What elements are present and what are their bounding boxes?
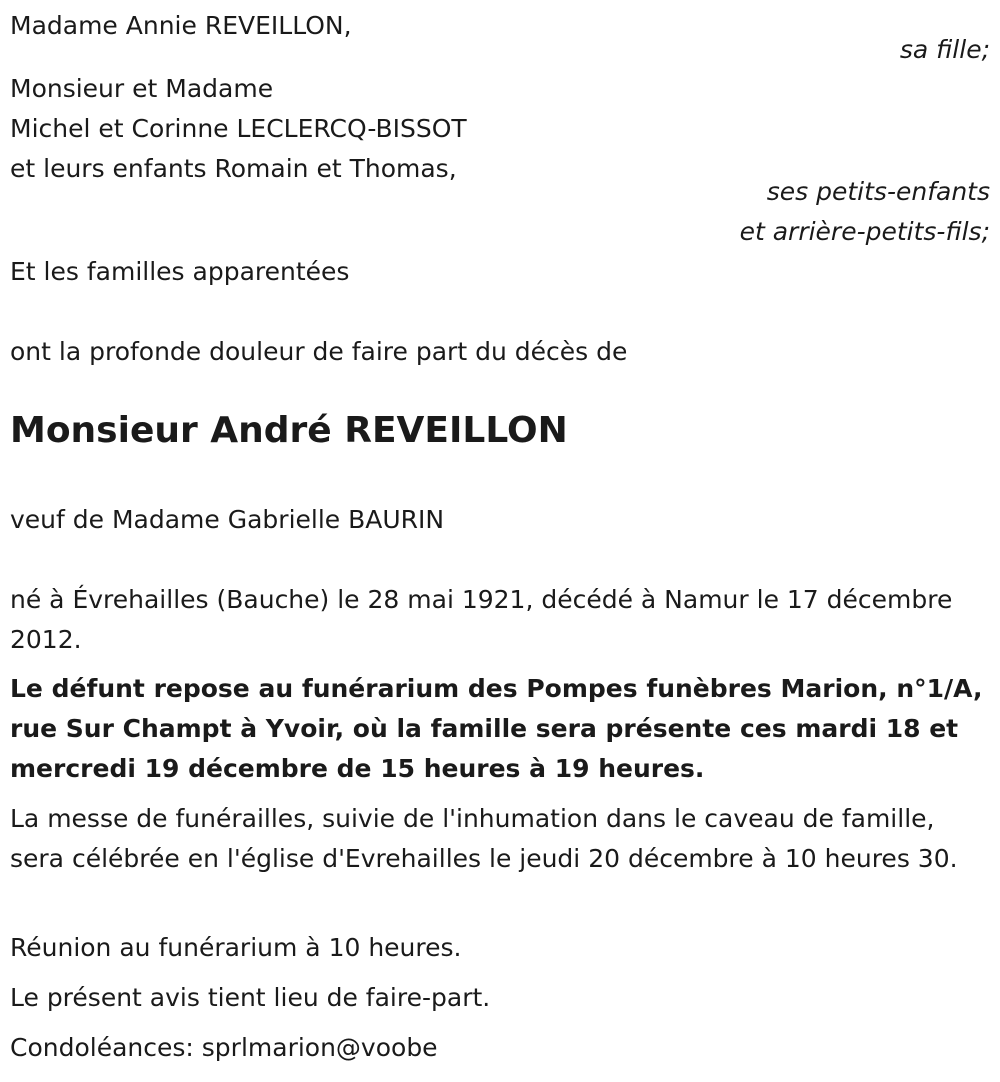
grandchildren-line-2: Michel et Corinne LECLERCQ-BISSOT: [10, 114, 467, 143]
daughter-name: Madame Annie REVEILLON,: [10, 11, 352, 40]
funeral-mass: La messe de funérailles, suivie de l'inhumation dans le caveau de famille, sera célébrée en l'église d'Evrehailles le jeudi 20 décembre à 10 heures 30.: [10, 804, 958, 873]
grandchildren-role-1: ses petits-enfants: [766, 177, 990, 206]
meeting-info: Réunion au funérarium à 10 heures.: [10, 933, 462, 962]
rest-notice: Le défunt repose au funérarium des Pompes funèbres Marion, n°1/A, rue Sur Champt à Yvoir, où la famille sera présente ces mardi 18 et mercredi 19 décembre de 15 heures à 19 heures.: [10, 674, 983, 783]
grandchildren-role-2: et arrière-petits-fils;: [739, 217, 990, 246]
grandchildren-line-3: et leurs enfants Romain et Thomas,: [10, 154, 457, 183]
notice-info: Le présent avis tient lieu de faire-part.: [10, 983, 491, 1012]
condolences-email: Condoléances: sprlmarion@voobe: [10, 1033, 438, 1062]
grandchildren-line-1: Monsieur et Madame: [10, 74, 274, 103]
relatives-line: Et les familles apparentées: [10, 257, 350, 286]
deceased-name: Monsieur André REVEILLON: [10, 410, 568, 451]
widower-of: veuf de Madame Gabrielle BAURIN: [10, 505, 445, 534]
daughter-role: sa fille;: [899, 35, 990, 64]
birth-death-dates: né à Évrehailles (Bauche) le 28 mai 1921, décédé à Namur le 17 décembre 2012.: [10, 585, 953, 654]
announcement-intro: ont la profonde douleur de faire part du décès de: [10, 337, 628, 366]
